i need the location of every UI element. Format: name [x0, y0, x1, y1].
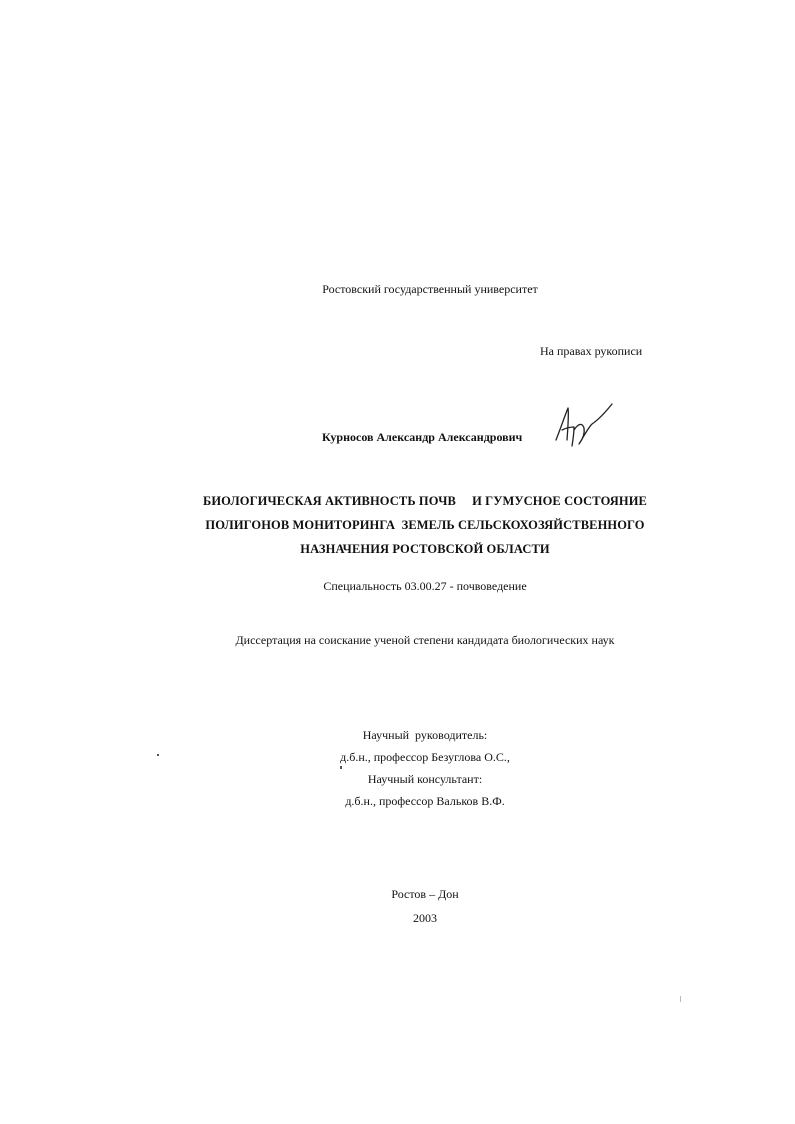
year: 2003 [413, 911, 437, 925]
city: Ростов – Дон [391, 887, 459, 901]
author-name: Курносов Александр Александрович [322, 430, 523, 444]
page-area [150, 205, 690, 1005]
dissertation-title [0, 489, 795, 561]
title-line: БИОЛОГИЧЕСКАЯ АКТИВНОСТЬ ПОЧВ И ГУМУСНОЕ СОСТОЯНИЕ [203, 494, 647, 508]
consultant-label: Научный консультант: [367, 772, 483, 786]
manuscript-rights-note: На правах рукописи [540, 344, 643, 358]
consultant-name: д.б.н., профессор Вальков В.Ф. [345, 794, 505, 808]
scan-speck [340, 766, 342, 769]
supervisor-name: д.б.н., профессор Безуглова О.С., [340, 750, 510, 764]
title-line: ПОЛИГОНОВ МОНИТОРИНГА ЗЕМЕЛЬ СЕЛЬСКОХОЗЯЙСТВЕННОГО [205, 518, 645, 532]
title-line: НАЗНАЧЕНИЯ РОСТОВСКОЙ ОБЛАСТИ [300, 542, 550, 556]
specialty: Специальность 03.00.27 - почвоведение [323, 579, 527, 593]
advisors-block [0, 724, 795, 812]
degree-statement: Диссертация на соискание ученой степени кандидата биологических наук [235, 633, 615, 647]
scan-speck [680, 996, 681, 1002]
university-name: Ростовский государственный университет [322, 282, 538, 296]
supervisor-label: Научный руководитель: [362, 728, 488, 742]
handwritten-signature-icon [548, 400, 616, 452]
scan-speck [157, 754, 159, 756]
